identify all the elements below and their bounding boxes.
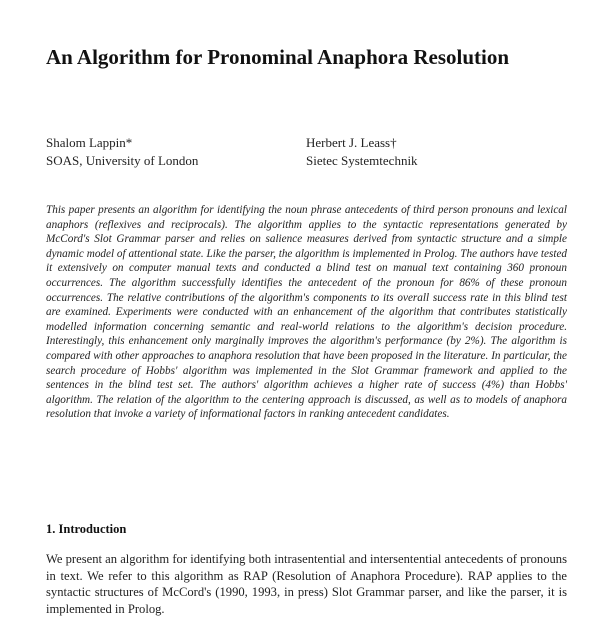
author-name: Herbert J. Leass† [306, 135, 397, 150]
author-block-1 [46, 134, 198, 170]
author-affiliation: Sietec Systemtechnik [306, 153, 418, 168]
section-heading-introduction: 1. Introduction [46, 522, 127, 536]
introduction-paragraph: We present an algorithm for identifying both intrasentential and intersentential antecedents of pronouns in text. We refer to this algorithm as RAP (Resolution of Anaphora Procedure). RAP applies to the syntactic structures of McCord's (1990, 1993, in press) Slot Grammar parser, and like the parser, it is implemented in Prolog. [46, 552, 567, 616]
author-affiliation: SOAS, University of London [46, 153, 199, 168]
abstract: This paper presents an algorithm for identifying the noun phrase antecedents of third person pronouns and lexical anaphors (reflexives and reciprocals). The algorithm applies to the syntactic representations generated by McCord's Slot Grammar parser and relies on salience measures derived from syntactic structure and a simple dynamic model of attentional state. Like the parser, the algorithm is implemented in Prolog. The authors have tested it extensively on computer manual texts and conducted a blind test on manual text containing 360 pronoun occurrences. The algorithm successfully identifies the antecedent of the pronoun for 86% of these pronoun occurrences. The relative contributions of the algorithm's components to its overall success rate in this blind test are examined. Experiments were conducted with an enhancement of the algorithm that contributes statistically modelled information concerning semantic and real-world relations to the algorithm's decision procedure. Interestingly, this enhancement only marginally improves the algorithm's performance (by 2%). The algorithm is compared with other approaches to anaphora resolution that have been proposed in the literature. In particular, the search procedure of Hobbs' algorithm was implemented in the Slot Grammar framework and applied to the sentences in the blind test set. The authors' algorithm achieves a higher rate of success (4%) than Hobbs' algorithm. The relation of the algorithm to the centering approach is discussed, as well as to models of anaphora resolution that invoke a variety of informational factors in ranking antecedent candidates. [46, 204, 567, 421]
author-name: Shalom Lappin* [46, 135, 133, 150]
author-block-2 [306, 134, 418, 170]
paper-title: An Algorithm for Pronominal Anaphora Resolution [46, 45, 510, 69]
